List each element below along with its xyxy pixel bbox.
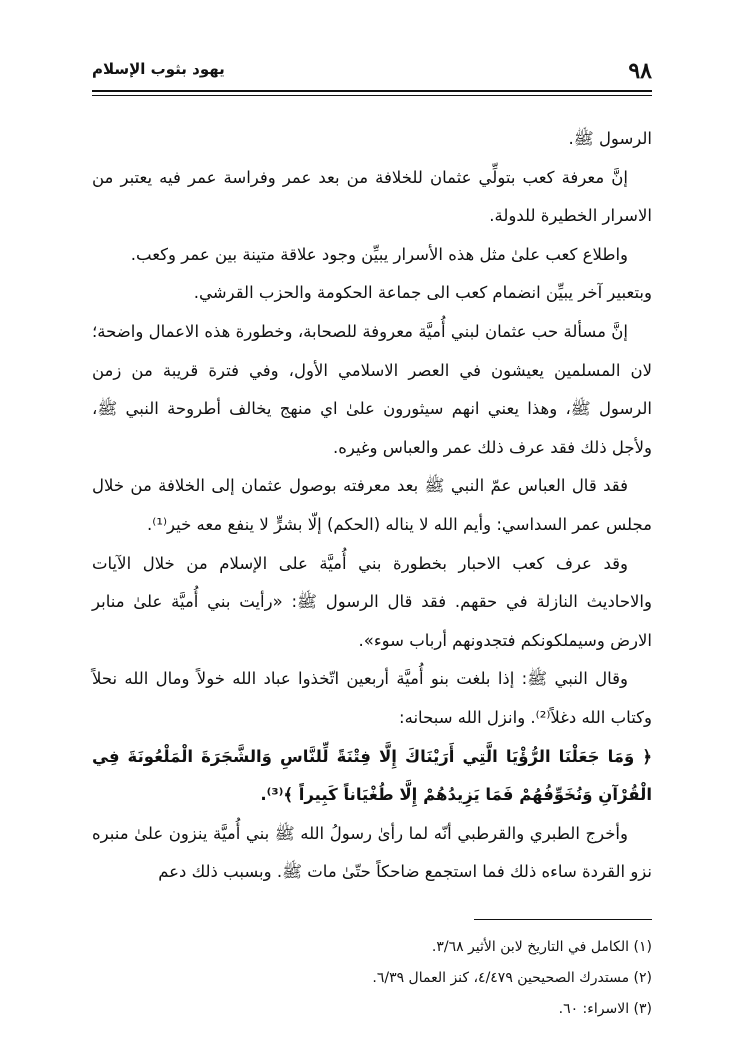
paragraph: وقد عرف كعب الاحبار بخطورة بني أُميَّة على الإسلام من خلال الآيات والاحاديث النازلة في حقهم. فقد قال الرسول ﷺ: «رأيت بني أُميَّة علىٰ منابر الارض وسيملكونكم فتجدونهم أرباب سوء». — [92, 553, 652, 650]
footnote-separator — [474, 919, 652, 920]
page-number: ٩٨ — [628, 58, 652, 84]
paragraph: وقال النبي ﷺ: إذا بلغت بنو أُميَّة أربعين اتّخذوا عباد الله خولاً ومال الله نحلاً وكتاب الله دغلاً⁽²⁾. وانزل الله سبحانه: — [92, 669, 652, 727]
header-rule-thick — [92, 90, 652, 92]
body-text — [92, 120, 652, 892]
header-rule-thin — [92, 95, 652, 96]
paragraph: الرسول ﷺ. — [568, 129, 652, 148]
footnote: (٢) مستدرك الصحيحين ٤/٤٧٩، كنز العمال ٦/٣٩. — [372, 970, 652, 986]
page-header — [92, 58, 652, 88]
running-title: يهود بثوب الإسلام — [92, 60, 225, 78]
paragraph: فقد قال العباس عمّ النبي ﷺ بعد معرفته بوصول عثمان إلى الخلافة من خلال مجلس عمر السداسي: وأيم الله لا يناله (الحكم) إلّا بشرٍّ لا ينفع معه خير⁽¹⁾. — [92, 476, 652, 534]
footnote: (٣) الاسراء: ٦٠. — [558, 1001, 652, 1017]
paragraph: وأخرج الطبري والقرطبي أنّه لما رأىٰ رسولُ الله ﷺ بني أُميَّة ينزون علىٰ منبره نزو القردة ساءه ذلك فما استجمع ضاحكاً حتّىٰ مات ﷺ. وبسبب ذلك دعم — [92, 823, 652, 882]
quran-verse: ﴿ وَمَا جَعَلْنَا الرُّؤْيَا الَّتِي أَرَيْنَاكَ إِلَّا فِتْنَةً لِّلنَّاسِ وَالشَّجَرَةَ الْمَلْعُونَةَ فِي الْقُرْآنِ وَنُخَوِّفُهُمْ فَمَا يَزِيدُهُمْ إِلَّا طُغْيَاناً كَبِيراً ﴾⁽³⁾. — [92, 746, 652, 805]
footnotes — [92, 932, 652, 1025]
footnote: (١) الكامل في التاريخ لابن الأثير ٣/٦٨. — [431, 939, 652, 955]
paragraph: إنَّ مسألة حب عثمان لبني أُميَّة معروفة للصحابة، وخطورة هذه الاعمال واضحة؛ لان المسلمين يعيشون في العصر الاسلامي الأول، وفي فترة قريبة من زمن الرسول ﷺ، وهذا يعني انهم سيثورون علىٰ اي منهج يخالف أطروحة النبي ﷺ، ولأجل ذلك فقد عرف ذلك عمر والعباس وغيره. — [92, 321, 652, 457]
paragraph: واطلاع كعب علىٰ مثل هذه الأسرار يبيِّن وجود علاقة متينة بين عمر وكعب. — [130, 244, 628, 264]
paragraph: إنَّ معرفة كعب بتولِّي عثمان للخلافة من بعد عمر وفراسة عمر فيه يعتبر من الاسرار الخطيرة للدولة. — [92, 167, 652, 226]
paragraph: وبتعبير آخر يبيِّن انضمام كعب الى جماعة الحكومة والحزب القرشي. — [193, 283, 652, 303]
